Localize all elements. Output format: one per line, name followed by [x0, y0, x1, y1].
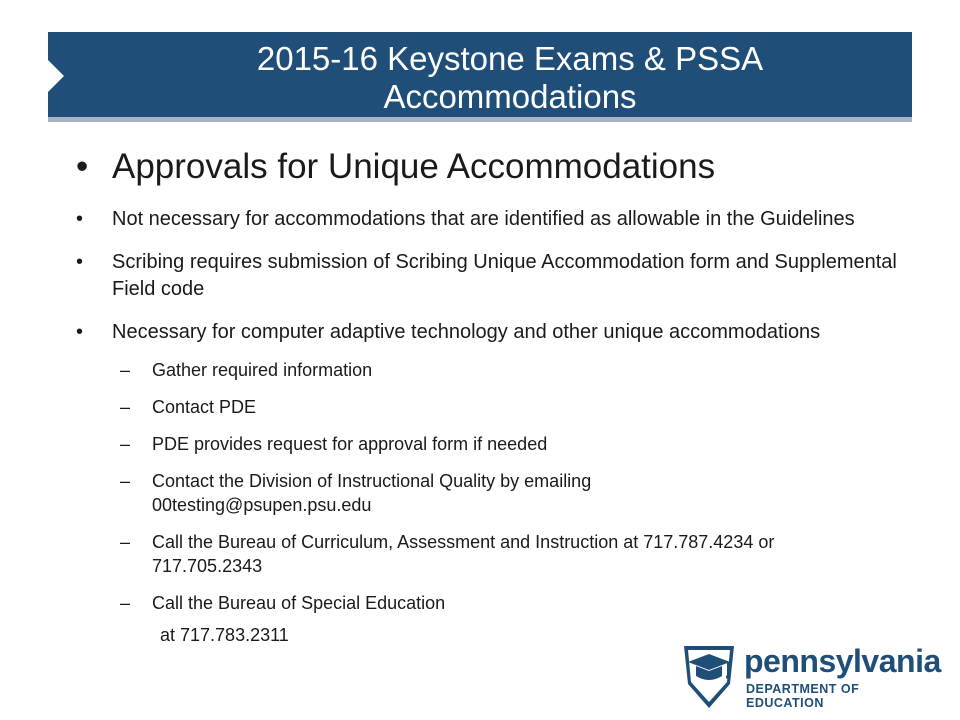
sub-item [76, 358, 906, 382]
dash-marker: – [120, 434, 131, 454]
sub-item-text: Call the Bureau of Curriculum, Assessment and Instruction at 717.787.4234 or 717.705.2343 [152, 532, 775, 576]
slide-title [148, 40, 872, 116]
sub-item-text: Gather required information [152, 360, 373, 380]
slide-title-line-2: Accommodations [383, 78, 637, 115]
keystone-graduation-cap-icon [680, 644, 738, 710]
dash-marker: – [120, 593, 131, 613]
bullet-text: Not necessary for accommodations that are identified as allowable in the Guidelines [112, 208, 855, 230]
bullet-item [76, 206, 906, 233]
bullet-item [76, 319, 906, 346]
bullet-marker: • [76, 321, 84, 343]
phone-line: at 717.783.2311 [160, 625, 289, 645]
dash-marker: – [120, 471, 131, 491]
section-heading [76, 146, 906, 188]
sub-item-text: Contact the Division of Instructional Quality by emailing 00testing@psupen.psu.edu [152, 471, 592, 515]
bullet-marker: • [76, 251, 84, 273]
bullet-marker: • [76, 208, 84, 230]
logo-wordmark: pennsylvania [744, 643, 941, 679]
pde-logo [680, 642, 941, 712]
dash-marker: – [120, 532, 131, 552]
sub-item [76, 530, 906, 578]
sub-item-text: PDE provides request for approval form if needed [152, 434, 548, 454]
title-notch-icon [48, 32, 70, 118]
title-bar [48, 32, 912, 122]
slide-title-line-1: 2015-16 Keystone Exams & PSSA [256, 40, 764, 77]
slide-content [76, 146, 906, 647]
bullet-text: Scribing requires submission of Scribing Unique Accommodation form and Supplemental Field code [112, 251, 897, 300]
bullet-text: Necessary for computer adaptive technology and other unique accommodations [112, 321, 821, 343]
sub-item [76, 395, 906, 419]
sub-item [76, 591, 906, 615]
logo-subtitle: DEPARTMENT OF EDUCATION [746, 682, 860, 710]
section-heading-text: Approvals for Unique Accommodations [112, 147, 716, 186]
sub-item-text: Call the Bureau of Special Education [152, 593, 446, 613]
bullet-item [76, 249, 906, 303]
bullet-marker: • [76, 147, 89, 186]
sub-item [76, 469, 906, 517]
sub-item [76, 432, 906, 456]
dash-marker: – [120, 360, 131, 380]
dash-marker: – [120, 397, 131, 417]
sub-item-text: Contact PDE [152, 397, 257, 417]
